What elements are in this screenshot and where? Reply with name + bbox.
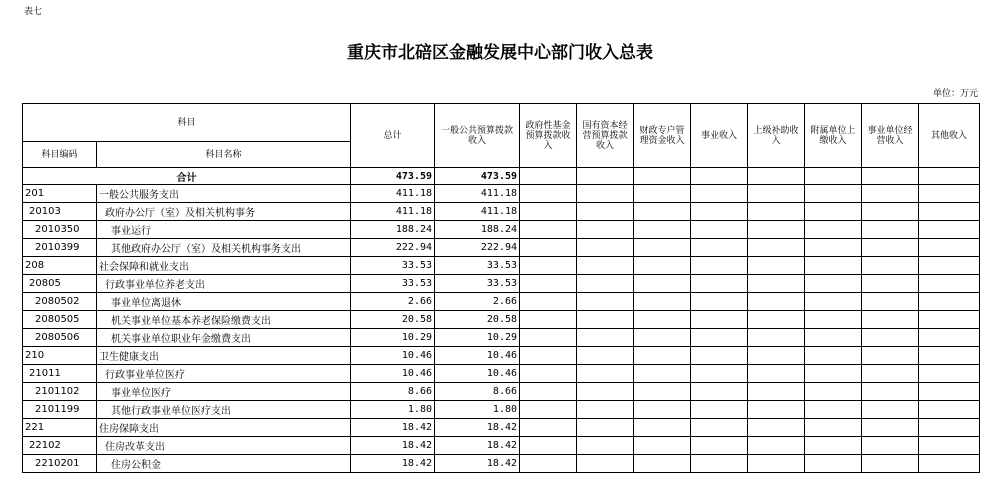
empty-cell (748, 365, 805, 383)
empty-cell (691, 365, 748, 383)
subject-code: 208 (23, 257, 97, 275)
empty-cell (919, 311, 980, 329)
empty-cell (634, 437, 691, 455)
empty-cell (805, 275, 862, 293)
subject-name: 住房改革支出 (97, 437, 351, 455)
table-row (23, 275, 980, 293)
empty-cell (577, 221, 634, 239)
empty-cell (691, 401, 748, 419)
empty-cell (634, 365, 691, 383)
empty-cell (634, 257, 691, 275)
empty-cell (691, 437, 748, 455)
empty-cell (748, 203, 805, 221)
subject-name: 行政事业单位医疗 (97, 365, 351, 383)
subject-name: 一般公共服务支出 (97, 185, 351, 203)
empty-cell (862, 401, 919, 419)
total-value: 222.94 (351, 239, 435, 257)
subject-name: 行政事业单位养老支出 (97, 275, 351, 293)
table-number-tag: 表七 (24, 7, 43, 17)
subject-code: 2080506 (23, 329, 97, 347)
empty-cell (634, 383, 691, 401)
empty-cell (748, 347, 805, 365)
general-budget-value: 18.42 (435, 455, 520, 473)
empty-cell (748, 168, 805, 185)
empty-cell (919, 239, 980, 257)
empty-cell (805, 257, 862, 275)
empty-cell (577, 437, 634, 455)
table-row (23, 239, 980, 257)
empty-cell (919, 383, 980, 401)
empty-cell (748, 311, 805, 329)
total-value: 411.18 (351, 203, 435, 221)
empty-cell (919, 203, 980, 221)
total-value: 411.18 (351, 185, 435, 203)
table-row (23, 311, 980, 329)
empty-cell (577, 168, 634, 185)
table-row (23, 347, 980, 365)
empty-cell (577, 185, 634, 203)
empty-cell (691, 257, 748, 275)
empty-cell (748, 275, 805, 293)
subject-code: 2080502 (23, 293, 97, 311)
empty-cell (520, 401, 577, 419)
total-value: 8.66 (351, 383, 435, 401)
empty-cell (748, 401, 805, 419)
col-header-general-budget: 一般公共预算拨款收入 (435, 104, 520, 168)
empty-cell (520, 221, 577, 239)
empty-cell (634, 239, 691, 257)
total-general-value: 473.59 (435, 168, 520, 185)
subject-name: 机关事业单位基本养老保险缴费支出 (97, 311, 351, 329)
total-value: 473.59 (351, 168, 435, 185)
empty-cell (919, 275, 980, 293)
table-row (23, 257, 980, 275)
general-budget-value: 10.46 (435, 365, 520, 383)
empty-cell (919, 257, 980, 275)
empty-cell (520, 383, 577, 401)
col-header-superior-subsidy: 上级补助收入 (748, 104, 805, 168)
total-value: 10.29 (351, 329, 435, 347)
table-row (23, 185, 980, 203)
empty-cell (520, 168, 577, 185)
empty-cell (805, 347, 862, 365)
empty-cell (577, 365, 634, 383)
subject-code: 221 (23, 419, 97, 437)
income-summary-table (22, 103, 980, 473)
empty-cell (748, 329, 805, 347)
empty-cell (919, 347, 980, 365)
empty-cell (862, 185, 919, 203)
subject-name: 其他行政事业单位医疗支出 (97, 401, 351, 419)
empty-cell (520, 311, 577, 329)
empty-cell (748, 437, 805, 455)
general-budget-value: 1.80 (435, 401, 520, 419)
empty-cell (919, 185, 980, 203)
empty-cell (691, 203, 748, 221)
total-value: 20.58 (351, 311, 435, 329)
empty-cell (919, 401, 980, 419)
empty-cell (919, 419, 980, 437)
subject-code: 2101102 (23, 383, 97, 401)
col-header-operating-income: 事业单位经营收入 (862, 104, 919, 168)
col-header-affiliated-income: 附属单位上缴收入 (805, 104, 862, 168)
empty-cell (862, 275, 919, 293)
table-row (23, 455, 980, 473)
empty-cell (862, 168, 919, 185)
empty-cell (805, 365, 862, 383)
general-budget-value: 33.53 (435, 257, 520, 275)
total-label: 合计 (23, 168, 351, 185)
total-value: 2.66 (351, 293, 435, 311)
empty-cell (862, 329, 919, 347)
empty-cell (919, 329, 980, 347)
general-budget-value: 188.24 (435, 221, 520, 239)
general-budget-value: 2.66 (435, 293, 520, 311)
subject-code: 201 (23, 185, 97, 203)
empty-cell (805, 168, 862, 185)
subject-name: 事业单位医疗 (97, 383, 351, 401)
empty-cell (919, 365, 980, 383)
empty-cell (577, 203, 634, 221)
empty-cell (634, 185, 691, 203)
empty-cell (634, 347, 691, 365)
empty-cell (520, 437, 577, 455)
subject-name: 机关事业单位职业年金缴费支出 (97, 329, 351, 347)
empty-cell (919, 221, 980, 239)
col-header-business-income: 事业收入 (691, 104, 748, 168)
total-value: 188.24 (351, 221, 435, 239)
subject-code: 2210201 (23, 455, 97, 473)
total-value: 33.53 (351, 257, 435, 275)
page-title: 重庆市北碚区金融发展中心部门收入总表 (347, 43, 653, 63)
empty-cell (748, 239, 805, 257)
empty-cell (577, 419, 634, 437)
empty-cell (748, 383, 805, 401)
subject-name: 事业运行 (97, 221, 351, 239)
total-value: 18.42 (351, 437, 435, 455)
table-row (23, 365, 980, 383)
empty-cell (691, 455, 748, 473)
subject-code-header: 科目编码 (23, 142, 97, 168)
empty-cell (634, 221, 691, 239)
general-budget-value: 20.58 (435, 311, 520, 329)
subject-code: 2101199 (23, 401, 97, 419)
subject-code: 2080505 (23, 311, 97, 329)
empty-cell (748, 185, 805, 203)
col-header-special-account: 财政专户管理资金收入 (634, 104, 691, 168)
empty-cell (577, 275, 634, 293)
empty-cell (691, 347, 748, 365)
empty-cell (805, 383, 862, 401)
empty-cell (862, 383, 919, 401)
subject-name: 住房保障支出 (97, 419, 351, 437)
total-row (23, 168, 980, 185)
empty-cell (520, 455, 577, 473)
general-budget-value: 33.53 (435, 275, 520, 293)
empty-cell (862, 203, 919, 221)
empty-cell (919, 455, 980, 473)
general-budget-value: 18.42 (435, 437, 520, 455)
empty-cell (805, 239, 862, 257)
empty-cell (520, 203, 577, 221)
total-value: 33.53 (351, 275, 435, 293)
empty-cell (691, 419, 748, 437)
empty-cell (805, 203, 862, 221)
empty-cell (862, 437, 919, 455)
empty-cell (748, 293, 805, 311)
empty-cell (634, 401, 691, 419)
empty-cell (805, 311, 862, 329)
empty-cell (520, 275, 577, 293)
table-row (23, 437, 980, 455)
subject-group-header: 科目 (23, 104, 351, 142)
empty-cell (634, 168, 691, 185)
empty-cell (520, 293, 577, 311)
subject-name: 社会保障和就业支出 (97, 257, 351, 275)
subject-code: 21011 (23, 365, 97, 383)
general-budget-value: 10.46 (435, 347, 520, 365)
subject-code: 22102 (23, 437, 97, 455)
empty-cell (634, 275, 691, 293)
empty-cell (577, 383, 634, 401)
subject-name: 政府办公厅（室）及相关机构事务 (97, 203, 351, 221)
table-row (23, 329, 980, 347)
empty-cell (862, 347, 919, 365)
general-budget-value: 222.94 (435, 239, 520, 257)
general-budget-value: 8.66 (435, 383, 520, 401)
empty-cell (520, 347, 577, 365)
total-value: 18.42 (351, 419, 435, 437)
empty-cell (520, 257, 577, 275)
empty-cell (862, 239, 919, 257)
empty-cell (634, 455, 691, 473)
empty-cell (691, 329, 748, 347)
empty-cell (805, 455, 862, 473)
table-row (23, 203, 980, 221)
total-value: 18.42 (351, 455, 435, 473)
empty-cell (577, 257, 634, 275)
table-row (23, 221, 980, 239)
empty-cell (691, 185, 748, 203)
col-header-state-capital: 国有资本经营预算拨款收入 (577, 104, 634, 168)
subject-name: 事业单位离退休 (97, 293, 351, 311)
general-budget-value: 18.42 (435, 419, 520, 437)
general-budget-value: 411.18 (435, 203, 520, 221)
subject-code: 20103 (23, 203, 97, 221)
empty-cell (748, 221, 805, 239)
empty-cell (577, 347, 634, 365)
col-header-gov-fund: 政府性基金预算拨款收入 (520, 104, 577, 168)
general-budget-value: 10.29 (435, 329, 520, 347)
empty-cell (691, 168, 748, 185)
empty-cell (691, 293, 748, 311)
subject-code: 20805 (23, 275, 97, 293)
empty-cell (520, 419, 577, 437)
empty-cell (805, 401, 862, 419)
empty-cell (862, 419, 919, 437)
empty-cell (691, 275, 748, 293)
subject-code: 2010399 (23, 239, 97, 257)
subject-name: 住房公积金 (97, 455, 351, 473)
empty-cell (862, 365, 919, 383)
empty-cell (634, 329, 691, 347)
table-row (23, 293, 980, 311)
empty-cell (805, 329, 862, 347)
empty-cell (577, 455, 634, 473)
empty-cell (805, 293, 862, 311)
table-row (23, 383, 980, 401)
subject-code: 2010350 (23, 221, 97, 239)
empty-cell (805, 419, 862, 437)
empty-cell (577, 293, 634, 311)
empty-cell (577, 329, 634, 347)
subject-name-header: 科目名称 (97, 142, 351, 168)
unit-label: 单位：万元 (932, 89, 978, 99)
empty-cell (919, 168, 980, 185)
empty-cell (805, 221, 862, 239)
table-row (23, 401, 980, 419)
total-value: 1.80 (351, 401, 435, 419)
empty-cell (577, 239, 634, 257)
general-budget-value: 411.18 (435, 185, 520, 203)
total-value: 10.46 (351, 347, 435, 365)
empty-cell (520, 329, 577, 347)
empty-cell (577, 311, 634, 329)
empty-cell (634, 311, 691, 329)
empty-cell (862, 257, 919, 275)
empty-cell (805, 437, 862, 455)
empty-cell (862, 221, 919, 239)
empty-cell (520, 239, 577, 257)
empty-cell (634, 203, 691, 221)
empty-cell (805, 185, 862, 203)
empty-cell (520, 185, 577, 203)
empty-cell (691, 383, 748, 401)
empty-cell (520, 365, 577, 383)
subject-name: 卫生健康支出 (97, 347, 351, 365)
empty-cell (862, 311, 919, 329)
empty-cell (748, 455, 805, 473)
empty-cell (919, 293, 980, 311)
empty-cell (577, 401, 634, 419)
empty-cell (748, 419, 805, 437)
subject-name: 其他政府办公厅（室）及相关机构事务支出 (97, 239, 351, 257)
col-header-other-income: 其他收入 (919, 104, 980, 168)
total-value: 10.46 (351, 365, 435, 383)
empty-cell (691, 221, 748, 239)
empty-cell (862, 455, 919, 473)
empty-cell (862, 293, 919, 311)
empty-cell (634, 293, 691, 311)
empty-cell (691, 311, 748, 329)
empty-cell (919, 437, 980, 455)
empty-cell (634, 419, 691, 437)
empty-cell (748, 257, 805, 275)
subject-code: 210 (23, 347, 97, 365)
table-row (23, 419, 980, 437)
empty-cell (691, 239, 748, 257)
col-header-total: 总计 (351, 104, 435, 168)
